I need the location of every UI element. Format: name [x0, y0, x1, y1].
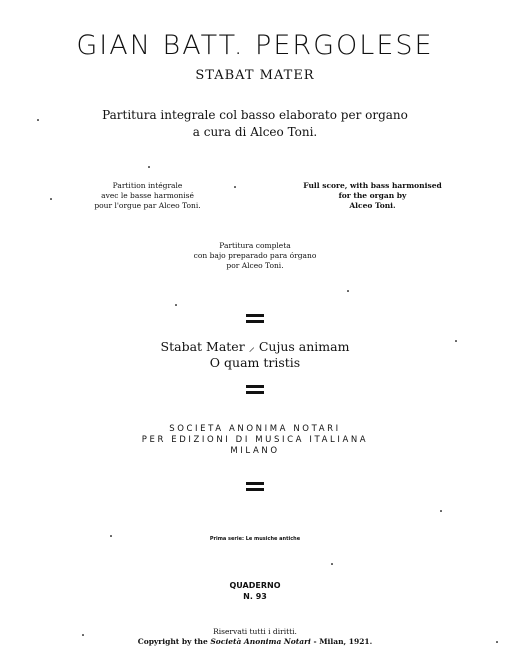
work-title: STABAT MATER: [195, 68, 315, 83]
contents-line-2: O quam tristis: [209, 355, 301, 370]
english-line-1: Full score, with bass harmonised: [303, 181, 442, 190]
edition-number-block: [0, 580, 510, 602]
english-line-2: for the organ by: [338, 191, 407, 200]
rights-block: [0, 627, 510, 647]
rights-reserved: Riservati tutti i diritti.: [213, 627, 297, 636]
publisher-line-1: SOCIETA ANONIMA NOTARI: [169, 424, 341, 434]
publisher-line-2: PER EDIZIONI DI MUSICA ITALIANA: [141, 435, 369, 445]
paper-speck: [175, 304, 177, 306]
publisher-block: [0, 424, 510, 457]
paper-speck: [234, 186, 236, 188]
composer-name: GIAN BATT. PERGOLESE: [76, 30, 434, 61]
quaderno-number: N. 93: [243, 592, 267, 601]
copyright-prefix: Copyright by the: [137, 637, 211, 646]
english-line-3: Alceo Toni.: [349, 201, 396, 210]
edition-description: [0, 107, 510, 141]
contents-line-1: Stabat Mater ⸝ Cujus animam: [160, 339, 350, 354]
quaderno-label: QUADERNO: [229, 581, 281, 590]
paper-speck: [331, 563, 333, 565]
publisher-line-3: MILANO: [230, 446, 280, 456]
copyright-notice: [0, 637, 510, 647]
paper-speck: [82, 634, 84, 636]
double-rule-icon: [246, 482, 264, 491]
double-rule-icon: [246, 385, 264, 394]
edition-description-line-2: a cura di Alceo Toni.: [192, 125, 318, 139]
paper-speck: [110, 535, 112, 537]
series-label: Prima serie: Le musiche antiche: [209, 536, 301, 542]
spanish-line-1: Partitura completa: [219, 241, 291, 250]
paper-speck: [37, 119, 39, 121]
double-rule-icon: [246, 314, 264, 323]
french-description: [60, 181, 235, 211]
paper-speck: [148, 166, 150, 168]
contents-list: [0, 339, 510, 371]
english-description: [285, 181, 460, 211]
separator-1: [0, 314, 510, 323]
paper-speck: [455, 340, 457, 342]
paper-speck: [496, 641, 498, 643]
edition-description-line-1: Partitura integrale col basso elaborato per organo: [102, 108, 408, 122]
spanish-line-3: por Alceo Toni.: [226, 261, 284, 270]
spanish-description: [0, 241, 510, 271]
paper-speck: [50, 198, 52, 200]
paper-speck: [440, 510, 442, 512]
french-line-3: pour l'orgue par Alceo Toni.: [94, 201, 201, 210]
copyright-suffix: - Milan, 1921.: [310, 637, 373, 646]
french-line-2: avec le basse harmonisé: [101, 191, 194, 200]
separator-2: [0, 385, 510, 394]
copyright-holder: Società Anonima Notari: [210, 637, 311, 646]
french-line-1: Partition intégrale: [112, 181, 183, 190]
spanish-line-2: con bajo preparado para órgano: [193, 251, 317, 260]
paper-speck: [347, 290, 349, 292]
separator-3: [0, 482, 510, 491]
